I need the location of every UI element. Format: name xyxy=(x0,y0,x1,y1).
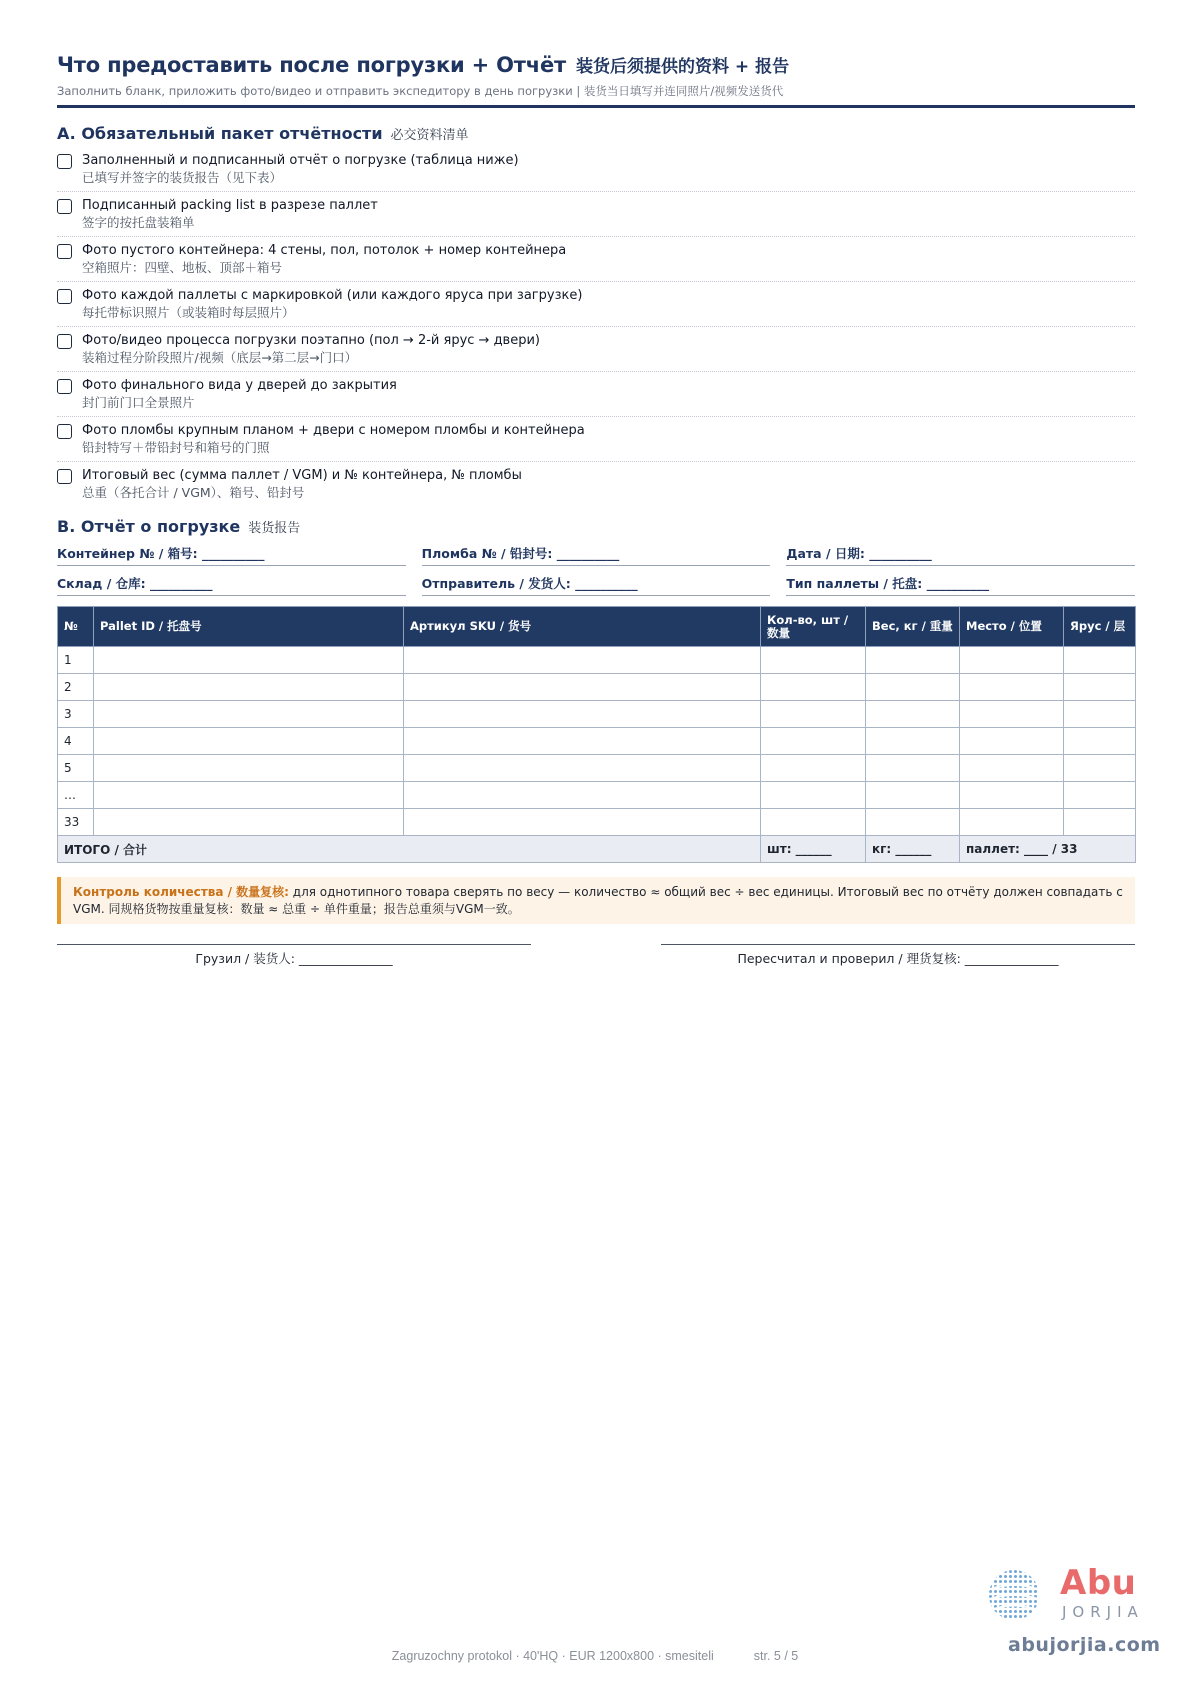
section-b-title-cn: 装货报告 xyxy=(248,521,301,536)
row-number: … xyxy=(58,782,94,809)
position-cell[interactable] xyxy=(960,755,1064,782)
weight-cell[interactable] xyxy=(866,809,960,836)
shipper-field[interactable]: Отправитель / 发货人: __________ xyxy=(422,574,771,596)
total-pallets-field[interactable]: паллет: ____ / 33 xyxy=(960,836,1136,863)
seal-number-field[interactable]: Пломба № / 铅封号: __________ xyxy=(422,544,771,566)
weight-cell[interactable] xyxy=(866,674,960,701)
sku-cell[interactable] xyxy=(404,728,761,755)
checklist-item[interactable] xyxy=(57,327,1135,372)
checklist-item-label-cn: 封门前门口全景照片 xyxy=(82,395,195,410)
quantity-cell[interactable] xyxy=(761,755,866,782)
checklist-item[interactable] xyxy=(57,282,1135,327)
table-row xyxy=(58,782,1136,809)
checklist-item-label: Фото пустого контейнера: 4 стены, пол, потолок + номер контейнера xyxy=(82,243,567,258)
page-title: Что предоставить после погрузки + Отчёт xyxy=(57,53,566,77)
row-number: 3 xyxy=(58,701,94,728)
table-row xyxy=(58,728,1136,755)
checklist-item-label: Подписанный packing list в разрезе паллет xyxy=(82,198,378,213)
document-page xyxy=(57,52,1135,967)
section-b-heading xyxy=(57,517,1135,536)
section-a-title: A. Обязательный пакет отчётности xyxy=(57,124,383,143)
checkbox[interactable] xyxy=(57,334,72,349)
note-lead: Контроль количества / 数量复核: xyxy=(73,885,289,899)
position-cell[interactable] xyxy=(960,647,1064,674)
row-number: 5 xyxy=(58,755,94,782)
checklist-item-label-cn: 装箱过程分阶段照片/视频（底层→第二层→门口） xyxy=(82,350,358,365)
sku-cell[interactable] xyxy=(404,755,761,782)
checklist-item-label-cn: 每托带标识照片（或装箱时每层照片） xyxy=(82,305,295,320)
company-logo xyxy=(988,1563,1156,1625)
weight-cell[interactable] xyxy=(866,647,960,674)
section-a-heading xyxy=(57,124,1135,143)
checklist-item[interactable] xyxy=(57,192,1135,237)
checkbox[interactable] xyxy=(57,244,72,259)
tier-cell[interactable] xyxy=(1064,701,1136,728)
checkbox[interactable] xyxy=(57,469,72,484)
checker-signature[interactable]: Пересчитал и проверил / 理货复核: _______________ xyxy=(661,944,1135,967)
header-divider xyxy=(57,105,1135,108)
table-row xyxy=(58,701,1136,728)
checklist-item-text xyxy=(82,242,566,277)
date-field[interactable]: Дата / 日期: __________ xyxy=(786,544,1135,566)
quantity-cell[interactable] xyxy=(761,809,866,836)
section-b-title: B. Отчёт о погрузке xyxy=(57,517,241,536)
checklist-item[interactable] xyxy=(57,372,1135,417)
tier-cell[interactable] xyxy=(1064,755,1136,782)
weight-cell[interactable] xyxy=(866,701,960,728)
checklist-item-label-cn: 空箱照片：四壁、地板、顶部＋箱号 xyxy=(82,260,283,275)
pallet-type-field[interactable]: Тип паллеты / 托盘: __________ xyxy=(786,574,1135,596)
quantity-cell[interactable] xyxy=(761,647,866,674)
sku-cell[interactable] xyxy=(404,701,761,728)
weight-cell[interactable] xyxy=(866,728,960,755)
checklist-item-text xyxy=(82,332,540,367)
website-link[interactable]: abujorjia.com xyxy=(1008,1634,1161,1656)
sku-cell[interactable] xyxy=(404,674,761,701)
logo-subtext: JORJIA xyxy=(1062,1603,1144,1621)
column-header-pallet-id: Pallet ID / 托盘号 xyxy=(94,607,404,647)
section-a-title-cn: 必交资料清单 xyxy=(390,128,469,143)
checklist-item[interactable] xyxy=(57,147,1135,192)
footer-document-name: Zagruzochny protokol · 40'HQ · EUR 1200x800 · smesiteli xyxy=(391,1649,714,1663)
page-subtitle: Заполнить бланк, приложить фото/видео и отправить экспедитору в день погрузки | 装货当日填写并连同照片/视频发送货代 xyxy=(57,84,784,98)
column-header-tier: Ярус / 层 xyxy=(1064,607,1136,647)
table-row xyxy=(58,755,1136,782)
position-cell[interactable] xyxy=(960,701,1064,728)
checklist-item-label-cn: 签字的按托盘装箱单 xyxy=(82,215,195,230)
report-fields-row-2 xyxy=(57,574,1135,596)
logo-wordmark: Abu xyxy=(1060,1563,1137,1603)
column-header-weight: Вес, кг / 重量 xyxy=(866,607,960,647)
footer-page-number: str. 5 / 5 xyxy=(753,1649,799,1663)
checklist-item-text xyxy=(82,152,519,187)
column-header-position: Место / 位置 xyxy=(960,607,1064,647)
total-label: ИТОГО / 合计 xyxy=(58,836,761,863)
checklist-item-label-cn: 铅封特写＋带铅封号和箱号的门照 xyxy=(82,440,270,455)
sku-cell[interactable] xyxy=(404,647,761,674)
weight-cell[interactable] xyxy=(866,782,960,809)
checklist-item[interactable] xyxy=(57,417,1135,462)
pallet-id-cell[interactable] xyxy=(94,701,404,728)
checkbox[interactable] xyxy=(57,424,72,439)
tier-cell[interactable] xyxy=(1064,809,1136,836)
checklist-item-text xyxy=(82,467,522,503)
total-weight-field[interactable]: кг: ______ xyxy=(866,836,960,863)
row-number: 4 xyxy=(58,728,94,755)
report-fields-row-1 xyxy=(57,544,1135,566)
pallet-id-cell[interactable] xyxy=(94,647,404,674)
checklist-item-text xyxy=(82,377,397,412)
warehouse-field[interactable]: Склад / 仓库: __________ xyxy=(57,574,406,596)
checklist-item[interactable] xyxy=(57,462,1135,507)
checklist-item-text xyxy=(82,422,585,457)
checkbox[interactable] xyxy=(57,289,72,304)
weight-cell[interactable] xyxy=(866,755,960,782)
checklist-item-label: Заполненный и подписанный отчёт о погрузке (таблица ниже) xyxy=(82,153,519,168)
checkbox[interactable] xyxy=(57,154,72,169)
position-cell[interactable] xyxy=(960,782,1064,809)
table-row xyxy=(58,809,1136,836)
checklist-item-text xyxy=(82,197,378,232)
sku-cell[interactable] xyxy=(404,809,761,836)
pallet-id-cell[interactable] xyxy=(94,782,404,809)
loader-signature[interactable]: Грузил / 装货人: _______________ xyxy=(57,944,531,967)
tier-cell[interactable] xyxy=(1064,728,1136,755)
globe-icon xyxy=(988,1569,1040,1621)
row-number: 2 xyxy=(58,674,94,701)
position-cell[interactable] xyxy=(960,728,1064,755)
checklist-item[interactable] xyxy=(57,237,1135,282)
position-cell[interactable] xyxy=(960,674,1064,701)
table-total-row xyxy=(58,836,1136,863)
quantity-cell[interactable] xyxy=(761,701,866,728)
pallet-id-cell[interactable] xyxy=(94,755,404,782)
quantity-control-note xyxy=(57,877,1135,924)
checklist-item-label: Итоговый вес (сумма паллет / VGM) и № контейнера, № пломбы xyxy=(82,468,522,483)
row-number: 1 xyxy=(58,647,94,674)
table-header-row xyxy=(58,607,1136,647)
table-row xyxy=(58,674,1136,701)
note-text: для однотипного товара сверять по весу — количество ≈ общий вес ÷ вес единицы. Итоговый вес по отчёту должен совпадать с VGM. 同规格货物按重量复核：数量 ≈ 总重 ÷ 单件重量；报告总重须与VGM一致。 xyxy=(73,885,1123,916)
quantity-cell[interactable] xyxy=(761,674,866,701)
tier-cell[interactable] xyxy=(1064,674,1136,701)
checklist-item-label-cn: 已填写并签字的装货报告（见下表） xyxy=(82,170,283,185)
total-quantity-field[interactable]: шт: ______ xyxy=(761,836,866,863)
tier-cell[interactable] xyxy=(1064,782,1136,809)
quantity-cell[interactable] xyxy=(761,782,866,809)
page-footer xyxy=(0,1649,1190,1663)
column-header-quantity: Кол-во, шт / 数量 xyxy=(761,607,866,647)
container-number-field[interactable]: Контейнер № / 箱号: __________ xyxy=(57,544,406,566)
checklist-item-label: Фото/видео процесса погрузки поэтапно (пол → 2-й ярус → двери) xyxy=(82,333,540,348)
column-header-number: № xyxy=(58,607,94,647)
column-header-sku: Артикул SKU / 货号 xyxy=(404,607,761,647)
checklist-item-label-cn: 总重（各托合计 / VGM）、箱号、铅封号 xyxy=(82,485,305,500)
checkbox[interactable] xyxy=(57,199,72,214)
quantity-cell[interactable] xyxy=(761,728,866,755)
required-checklist xyxy=(57,147,1135,507)
pallet-id-cell[interactable] xyxy=(94,674,404,701)
sku-cell[interactable] xyxy=(404,782,761,809)
checklist-item-label: Фото пломбы крупным планом + двери с номером пломбы и контейнера xyxy=(82,423,585,438)
position-cell[interactable] xyxy=(960,809,1064,836)
table-row xyxy=(58,647,1136,674)
pallet-id-cell[interactable] xyxy=(94,809,404,836)
page-title-cn: 装货后须提供的资料 + 报告 xyxy=(576,57,790,77)
row-number: 33 xyxy=(58,809,94,836)
checklist-item-text xyxy=(82,287,582,322)
checkbox[interactable] xyxy=(57,379,72,394)
checklist-item-label: Фото каждой паллеты с маркировкой (или каждого яруса при загрузке) xyxy=(82,288,583,303)
signature-row xyxy=(57,944,1135,967)
loading-report-table xyxy=(57,606,1136,863)
tier-cell[interactable] xyxy=(1064,647,1136,674)
pallet-id-cell[interactable] xyxy=(94,728,404,755)
checklist-item-label: Фото финального вида у дверей до закрытия xyxy=(82,378,397,393)
header-title-row xyxy=(57,52,1135,77)
